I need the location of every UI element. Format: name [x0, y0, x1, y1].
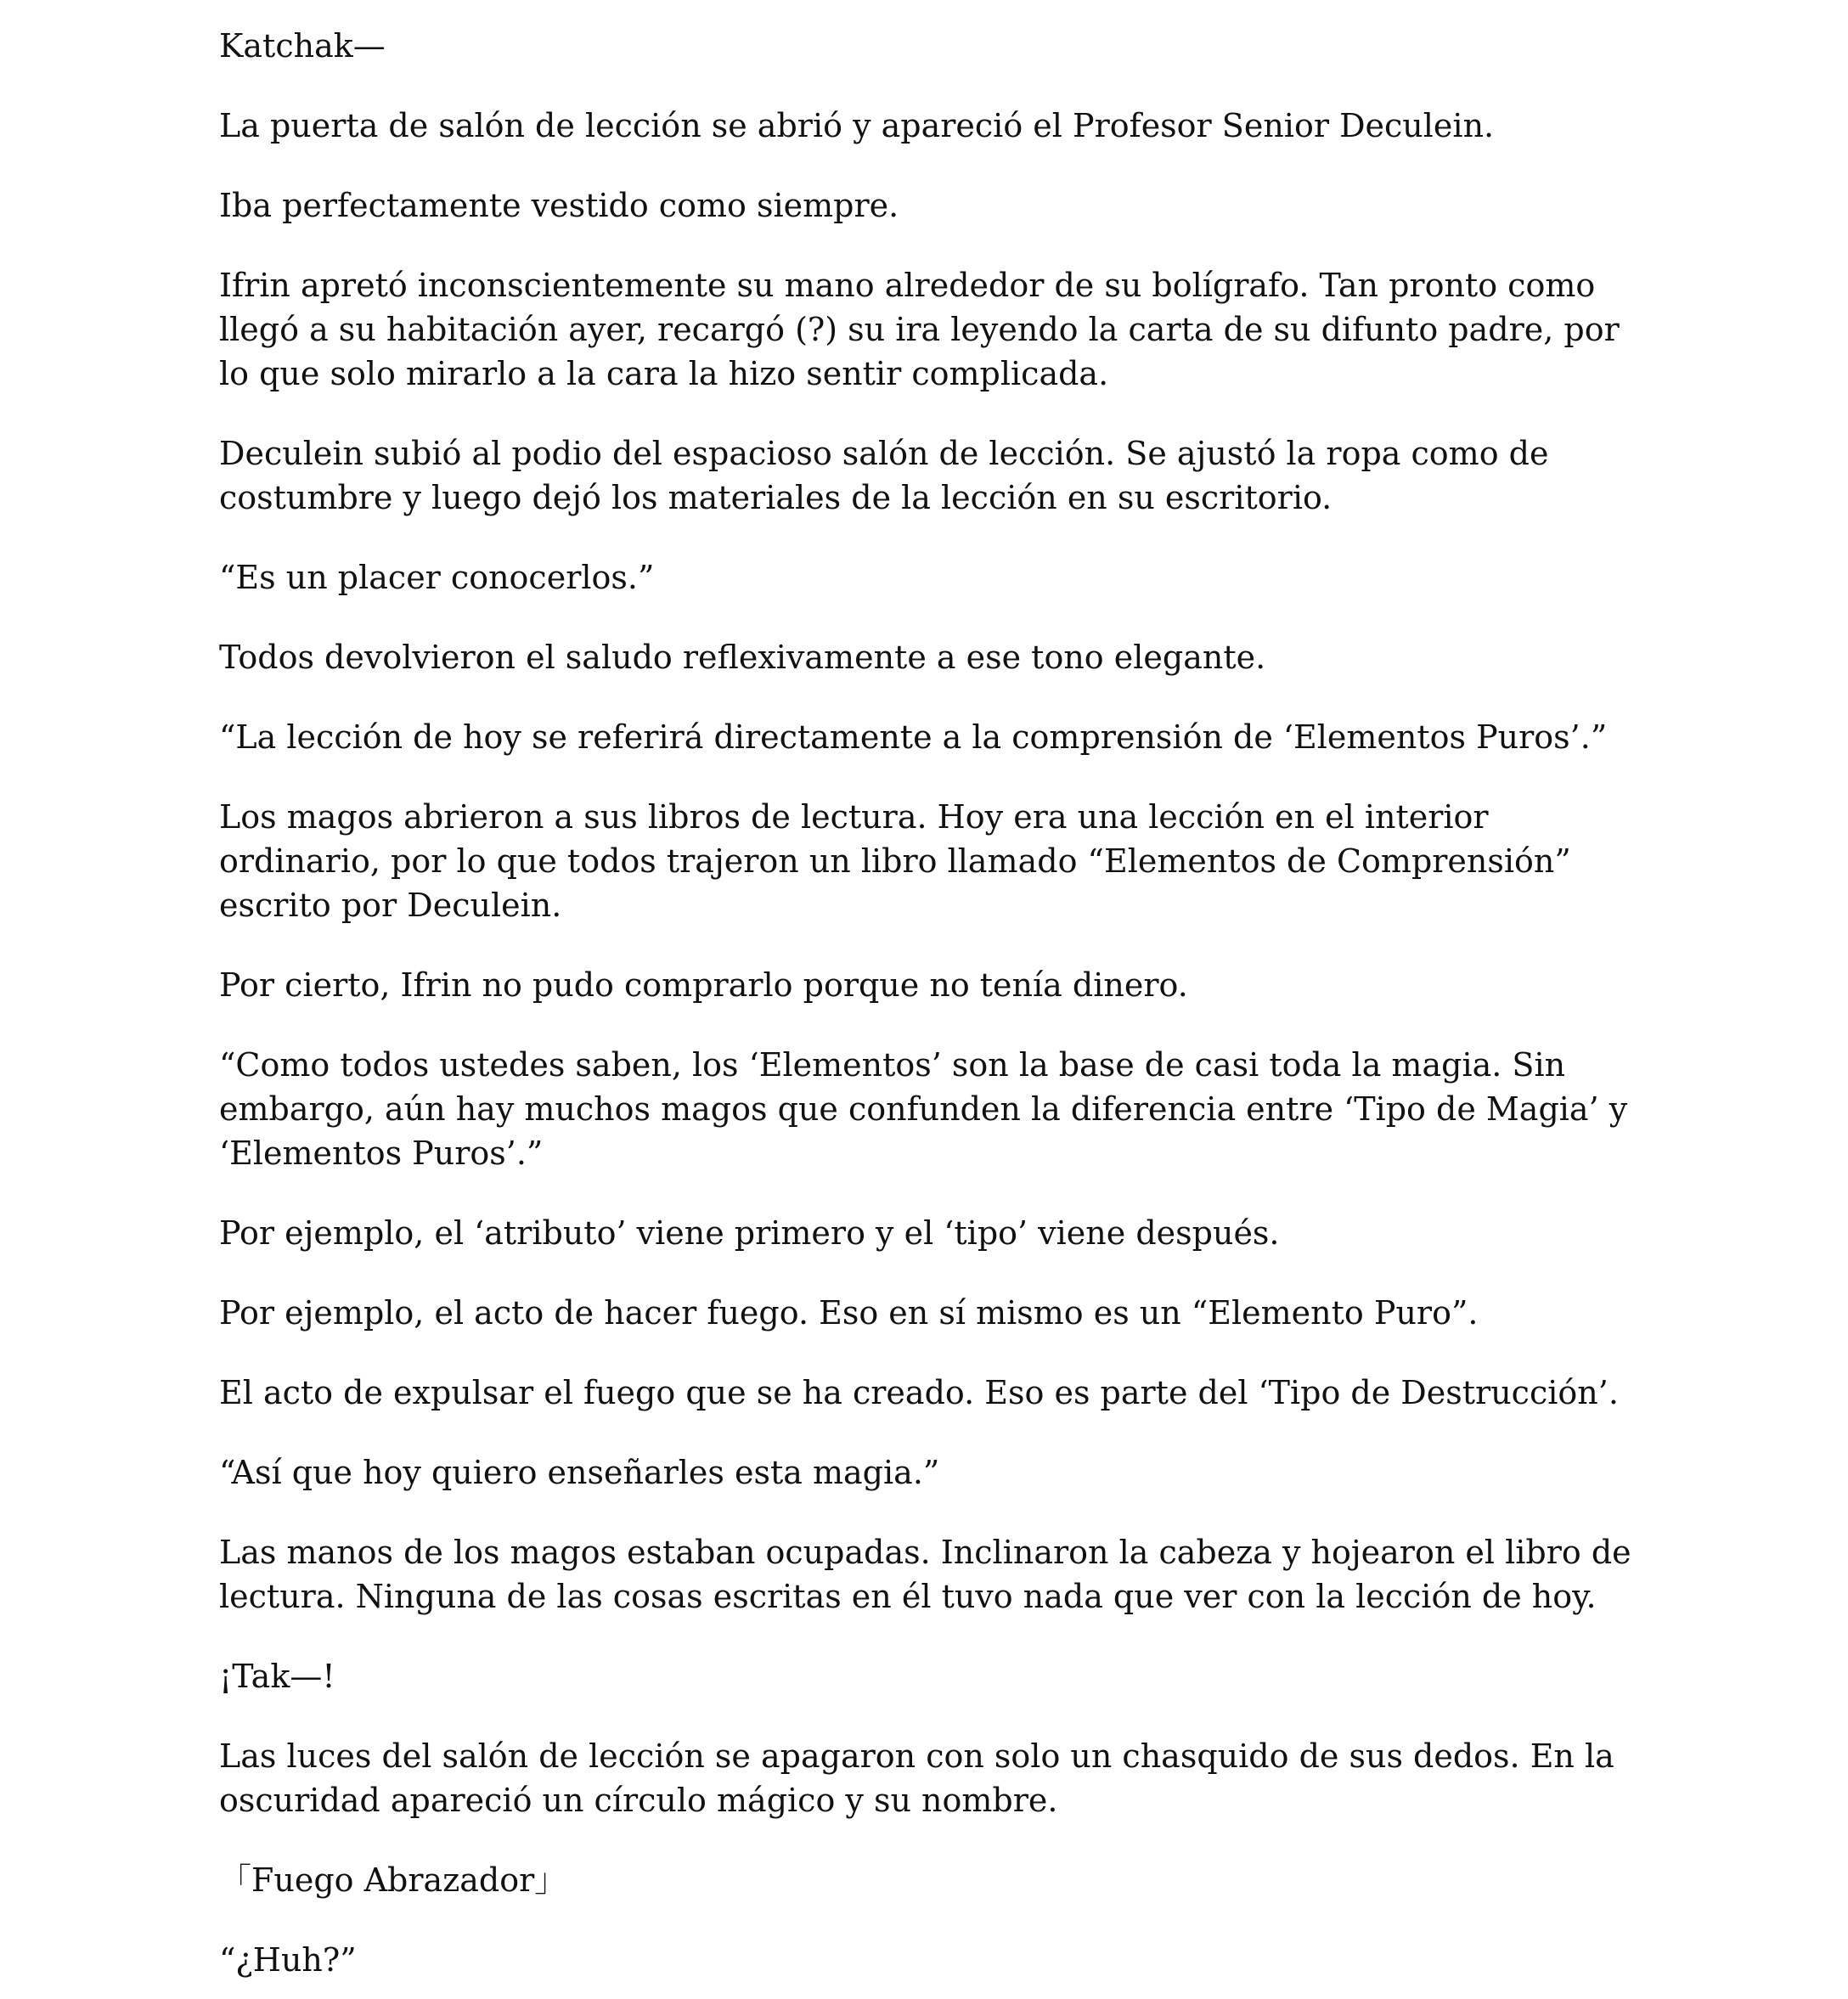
paragraph: Por cierto, Ifrin no pudo comprarlo porque no tenía dinero.	[219, 966, 1188, 1004]
paragraph: Los magos abrieron a sus libros de lectura. Hoy era una lección en el interior ordinario, por lo que todos trajeron un libro llamado “Elementos de Comprensión” escrito por Deculein.	[219, 798, 1571, 924]
paragraph: “Es un placer conocerlos.”	[219, 559, 655, 596]
paragraph: Las luces del salón de lección se apagaron con solo un chasquido de sus dedos. En la oscuridad apareció un círculo mágico y su nombre.	[219, 1737, 1614, 1819]
paragraph: Por ejemplo, el acto de hacer fuego. Eso en sí mismo es un “Elemento Puro”.	[219, 1294, 1479, 1332]
paragraph: “¿Huh?”	[219, 1941, 357, 1979]
paragraph: Katchak—	[219, 27, 386, 65]
paragraph: Las manos de los magos estaban ocupadas. Inclinaron la cabeza y hojearon el libro de lectura. Ninguna de las cosas escritas en él tuvo nada que ver con la lección de hoy.	[219, 1534, 1631, 1615]
paragraph: Ifrin apretó inconscientemente su mano alrededor de su bolígrafo. Tan pronto como llegó a su habitación ayer, recargó (?) su ira leyendo la carta de su difunto padre, por lo que solo mirarlo a la cara la hizo sentir complicada.	[219, 267, 1620, 392]
paragraph: Iba perfectamente vestido como siempre.	[219, 187, 899, 224]
document-body	[219, 24, 1646, 1982]
paragraph: “Así que hoy quiero enseñarles esta magia.”	[219, 1454, 940, 1491]
paragraph: 「Fuego Abrazador」	[219, 1861, 567, 1899]
paragraph: “La lección de hoy se referirá directamente a la comprensión de ‘Elementos Puros’.”	[219, 718, 1608, 756]
paragraph: Por ejemplo, el ‘atributo’ viene primero y el ‘tipo’ viene después.	[219, 1214, 1280, 1252]
paragraph: Todos devolvieron el saludo reflexivamente a ese tono elegante.	[219, 639, 1266, 676]
paragraph: Deculein subió al podio del espacioso salón de lección. Se ajustó la ropa como de costumbre y luego dejó los materiales de la lección en su escritorio.	[219, 435, 1549, 516]
paragraph: La puerta de salón de lección se abrió y apareció el Profesor Senior Deculein.	[219, 107, 1495, 144]
paragraph: “Como todos ustedes saben, los ‘Elementos’ son la base de casi toda la magia. Sin embargo, aún hay muchos magos que confunden la diferencia entre ‘Tipo de Magia’ y ‘Elementos Puros’.”	[219, 1046, 1628, 1172]
paragraph: El acto de expulsar el fuego que se ha creado. Eso es parte del ‘Tipo de Destrucción’.	[219, 1374, 1619, 1411]
paragraph: ¡Tak—!	[219, 1658, 335, 1695]
